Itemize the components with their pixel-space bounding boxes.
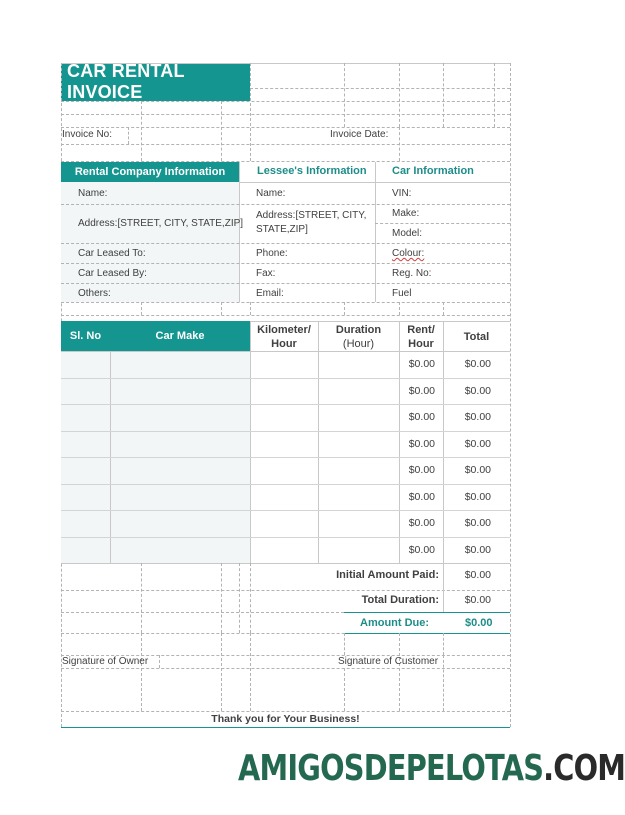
lessee-email-label: Email: [256, 288, 284, 299]
lessee-phone-label: Phone: [256, 248, 288, 259]
grid-line [239, 563, 240, 633]
grid-line [375, 223, 510, 224]
row-total-value: $0.00 [464, 411, 491, 423]
car-fuel-label: Fuel [392, 288, 412, 299]
grid-line [250, 88, 510, 89]
grid-line [221, 563, 222, 633]
grid-line [250, 633, 251, 711]
thank-you-message: Thank you for Your Business! [211, 713, 360, 725]
invoice-title: CAR RENTAL INVOICE [61, 63, 250, 101]
grid-line [61, 612, 344, 613]
grid-line [250, 302, 251, 315]
grid-line [128, 127, 129, 144]
car-reg-no-label: Reg. No: [392, 268, 432, 279]
grid-line [399, 302, 400, 315]
row-divider [61, 484, 510, 485]
row-total-value: $0.00 [464, 490, 491, 503]
invoice-no-label: Invoice No: [62, 129, 113, 140]
total-duration-label: Total Duration: [361, 594, 439, 606]
row-rent-value: $0.00 [408, 358, 435, 370]
lessee-address-line2: STATE,ZIP] [256, 224, 308, 235]
col-header-duration-line2: (Hour) [342, 338, 375, 350]
initial-amount-paid-value: $0.00 [464, 569, 491, 581]
col-header-sl-no: Sl. No [61, 321, 110, 351]
lessee-header: Lessee's Information [257, 165, 367, 177]
grid-line [250, 563, 251, 633]
row-divider [61, 404, 510, 405]
grid-line [61, 711, 510, 712]
row-total-value: $0.00 [464, 464, 491, 476]
company-name-label: Name: [78, 188, 108, 199]
row-rent-value: $0.00 [408, 411, 435, 423]
others-label: Others: [78, 288, 111, 299]
col-header-kilometer-line2: Hour [271, 338, 297, 350]
amount-due-label: Amount Due: [360, 617, 430, 629]
grid-line [159, 655, 160, 668]
col-header-rent-line1: Rent/ [407, 324, 435, 336]
row-total-value: $0.00 [464, 437, 491, 450]
grid-line [221, 101, 222, 161]
grid-line [61, 243, 510, 244]
section-line [239, 162, 240, 302]
row-total-value: $0.00 [464, 384, 491, 397]
grid-line [221, 302, 222, 315]
grid-line [494, 63, 495, 127]
lessee-address-line1: Address:[STREET, CITY, [256, 210, 367, 221]
invoice-sheet [61, 63, 510, 727]
signature-customer-label: Signature of Customer [338, 656, 439, 667]
car-vin-label: VIN: [392, 188, 412, 199]
lessee-fax-label: Fax: [256, 268, 276, 279]
lessee-name-label: Name: [256, 188, 286, 199]
table-line [250, 321, 510, 322]
grid-line [141, 302, 142, 315]
sheet-bottom-rule [61, 727, 510, 728]
col-header-kilometer [250, 323, 318, 351]
grid-line [399, 63, 400, 127]
row-rent-value: $0.00 [408, 543, 435, 556]
section-line [375, 162, 376, 302]
grid-line [250, 63, 251, 161]
row-total-value: $0.00 [464, 517, 491, 529]
signature-owner-label: Signature of Owner [62, 656, 149, 667]
row-rent-value: $0.00 [408, 464, 435, 476]
grid-line [443, 655, 444, 711]
grid-line [141, 101, 142, 161]
row-divider [61, 431, 510, 432]
grid-line [344, 302, 345, 315]
row-divider [61, 378, 510, 379]
grid-line [141, 563, 142, 633]
grid-line [344, 63, 345, 127]
amount-due-top-rule [344, 612, 510, 613]
grid-line [221, 633, 222, 711]
col-header-duration-line1: Duration [335, 324, 382, 336]
grid-line [443, 63, 444, 127]
grid-line [61, 263, 510, 264]
rental-company-header: Rental Company Information [61, 162, 239, 182]
grid-line [399, 127, 400, 161]
grid-line [61, 204, 510, 205]
grid-line [141, 633, 142, 711]
company-address-label: Address:[STREET, CITY, STATE,ZIP] [78, 218, 244, 229]
watermark-main: AMIGOSDEPELOTAS [238, 748, 544, 789]
row-rent-value: $0.00 [408, 437, 435, 450]
rental-company-shade [61, 182, 239, 302]
initial-amount-paid-label: Initial Amount Paid: [336, 569, 439, 581]
total-duration-value: $0.00 [464, 594, 491, 606]
grid-line [61, 315, 510, 316]
sheet-right-border [510, 63, 511, 727]
car-make-label: Make: [392, 208, 420, 219]
col-header-rent [399, 323, 443, 351]
grid-line [399, 633, 400, 711]
row-rent-value: $0.00 [408, 490, 435, 503]
grid-line [61, 283, 510, 284]
row-divider [61, 457, 510, 458]
car-info-header: Car Information [392, 165, 474, 177]
row-rent-value: $0.00 [408, 517, 435, 529]
row-total-value: $0.00 [464, 543, 491, 556]
col-header-kilometer-line1: Kilometer/ [257, 324, 311, 336]
car-leased-to-label: Car Leased To: [78, 248, 146, 259]
col-header-car-make: Car Make [110, 321, 250, 351]
table-line [250, 321, 251, 563]
col-header-total: Total [463, 331, 490, 343]
grid-line [443, 302, 444, 315]
amount-due-bottom-rule [344, 633, 510, 634]
grid-line [344, 633, 345, 655]
row-rent-value: $0.00 [408, 384, 435, 397]
table-line [318, 321, 319, 563]
watermark-logo [238, 748, 625, 789]
col-header-rent-line2: Hour [408, 338, 434, 350]
amount-due-value: $0.00 [465, 617, 493, 629]
row-divider [61, 537, 510, 538]
grid-line [61, 144, 510, 145]
grid-line [344, 668, 345, 711]
watermark-suffix: .COM [543, 748, 625, 789]
car-model-label: Model: [392, 228, 423, 239]
car-colour-label: Colour: [392, 248, 425, 259]
col-header-duration [318, 323, 399, 351]
grid-line [443, 633, 444, 655]
car-leased-by-label: Car Leased By: [78, 268, 147, 279]
row-divider [61, 510, 510, 511]
row-total-value: $0.00 [464, 358, 491, 370]
invoice-date-label: Invoice Date: [330, 129, 389, 140]
